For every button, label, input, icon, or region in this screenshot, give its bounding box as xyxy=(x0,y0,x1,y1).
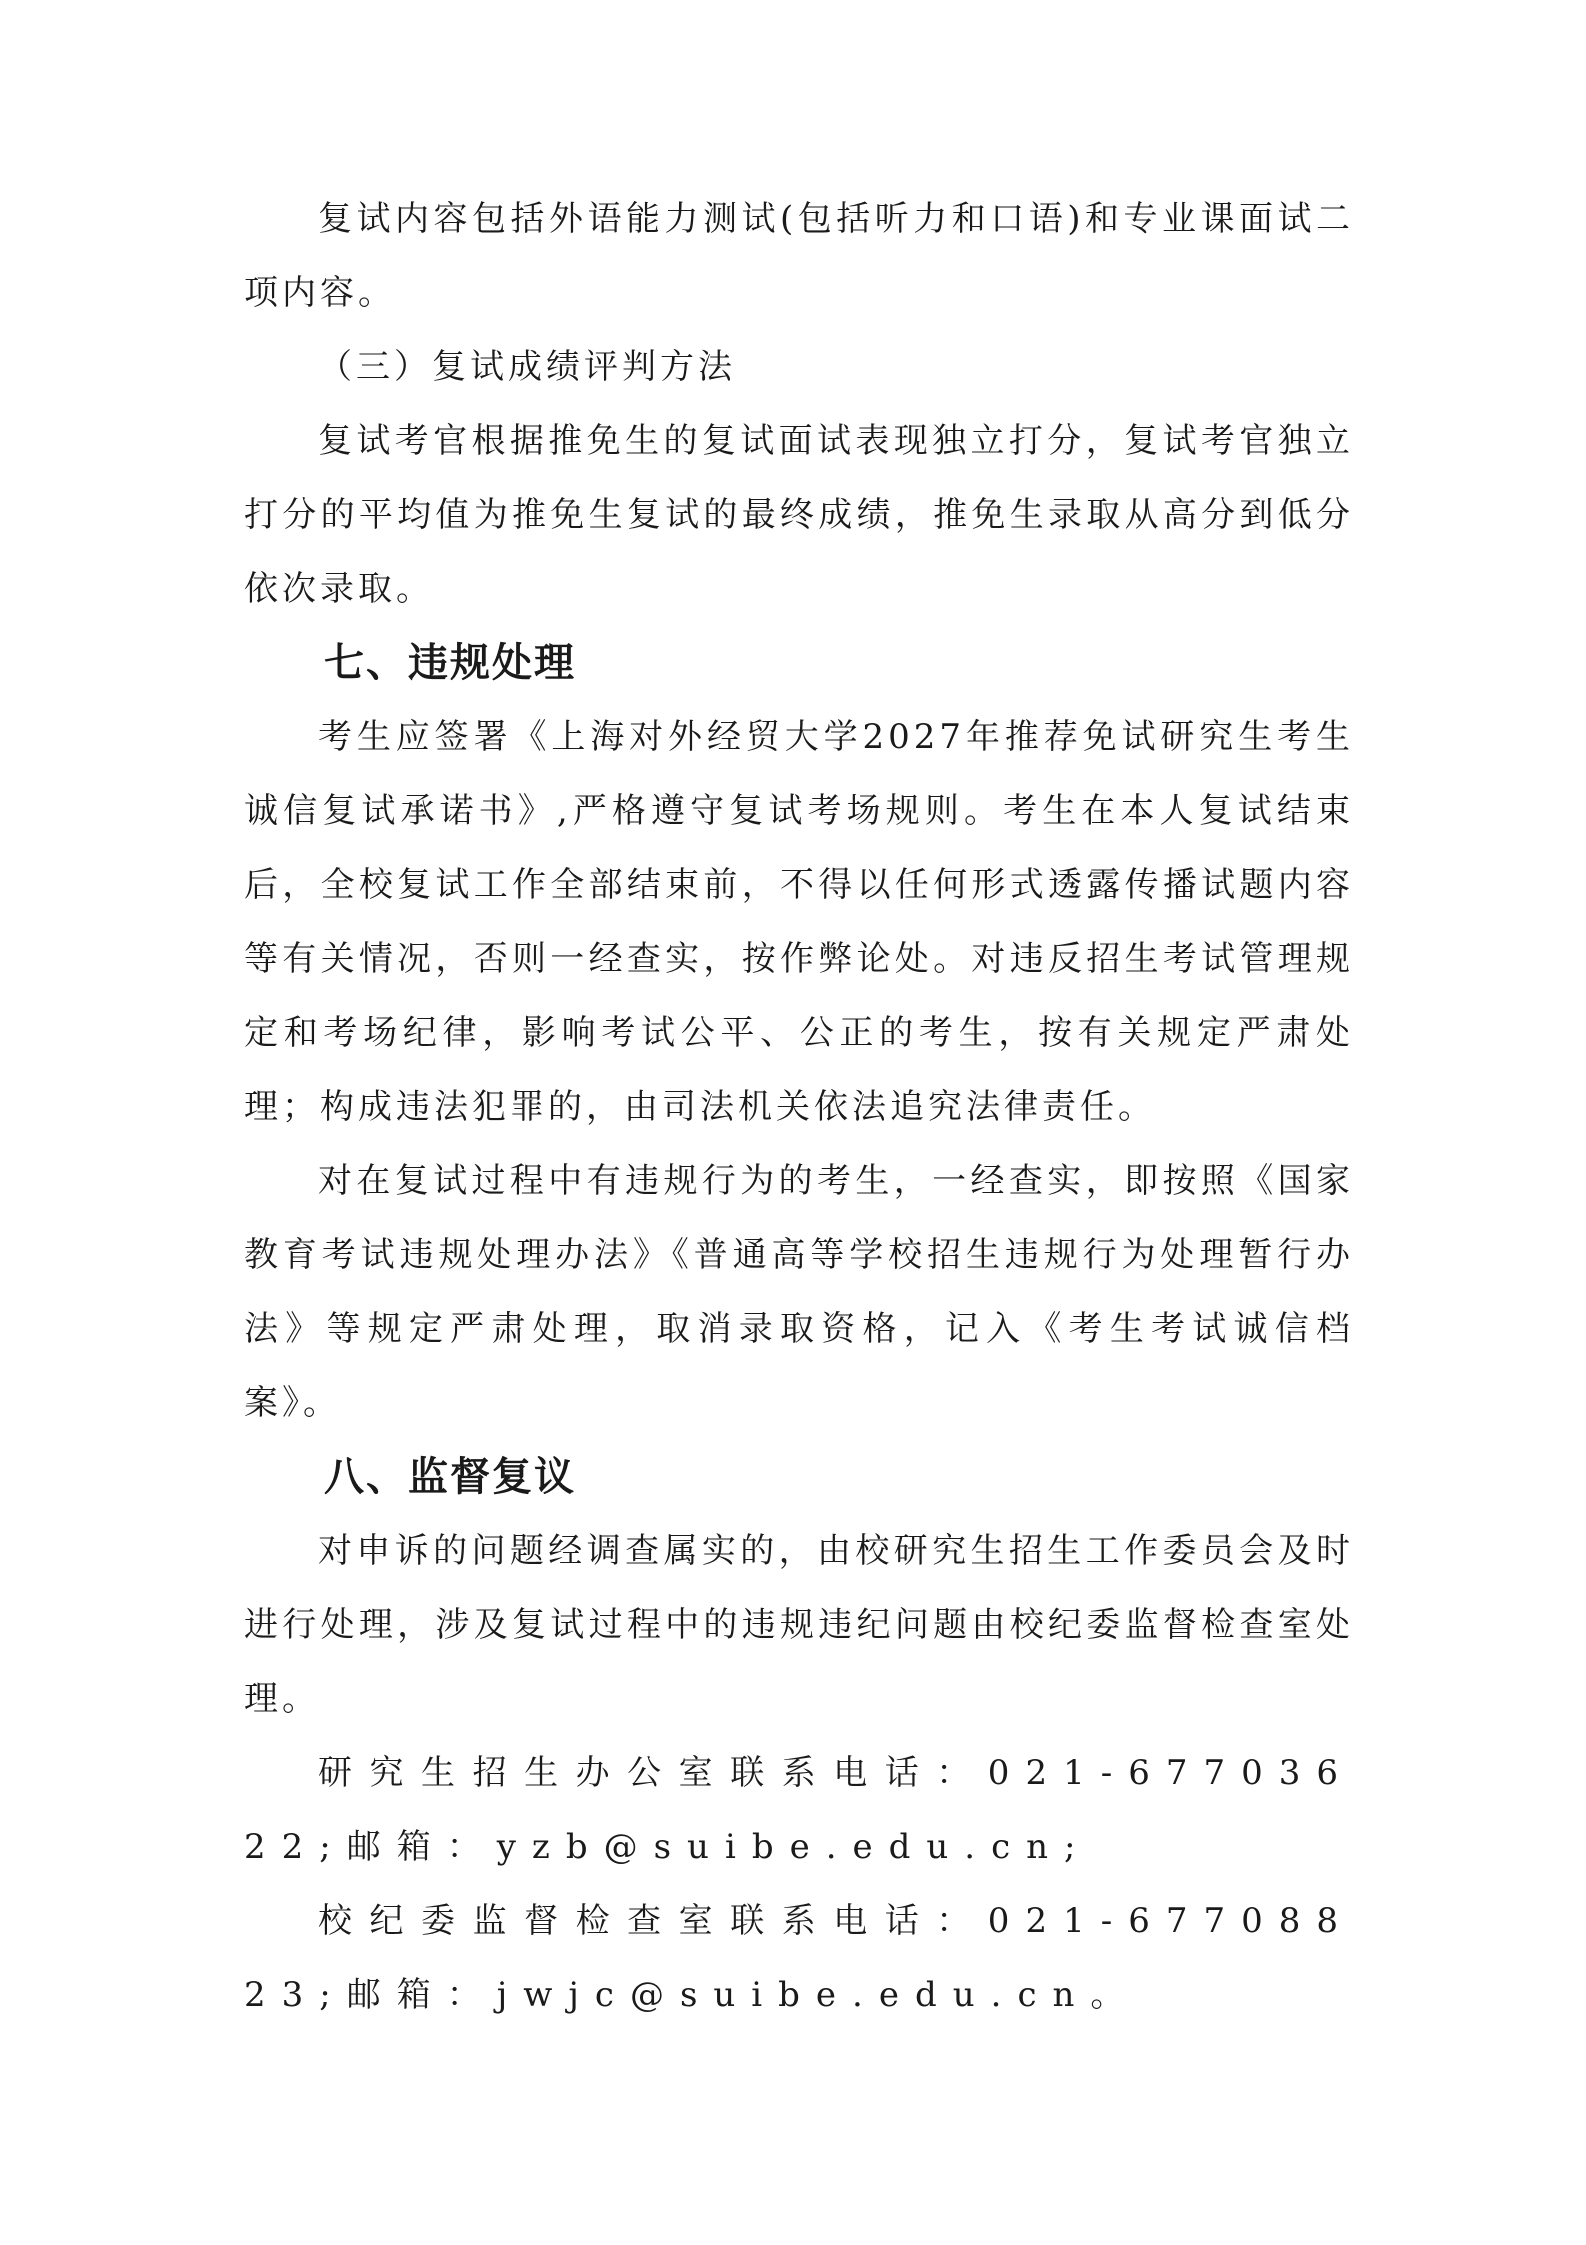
supervision-paragraph: 对申诉的问题经调查属实的，由校研究生招生工作委员会及时进行处理，涉及复试过程中的违规违纪问题由校纪委监督检查室处理。 xyxy=(244,1531,1354,1719)
retest-content-paragraph: 复试内容包括外语能力测试(包括听力和口语)和专业课面试二项内容。 xyxy=(244,199,1354,313)
discipline-office-contact: 校纪委监督检查室联系电话：021-67708823;邮箱：jwjc@suibe.edu.cn。 xyxy=(244,1901,1354,2015)
admissions-office-contact: 研究生招生办公室联系电话：021-67703622;邮箱：yzb@suibe.edu.cn; xyxy=(244,1753,1354,1867)
violation-paragraph-1: 考生应签署《上海对外经贸大学2027年推荐免试研究生考生诚信复试承诺书》,严格遵守复试考场规则。考生在本人复试结束后，全校复试工作全部结束前，不得以任何形式透露传播试题内容等有关情况，否则一经查实，按作弊论处。对违反招生考试管理规定和考场纪律，影响考试公平、公正的考生，按有关规定严肃处理；构成违法犯罪的，由司法机关依法追究法律责任。 xyxy=(244,717,1354,1127)
violation-paragraph-2: 对在复试过程中有违规行为的考生，一经查实，即按照《国家教育考试违规处理办法》《普通高等学校招生违规行为处理暂行办法》等规定严肃处理，取消录取资格，记入《考生考试诚信档案》。 xyxy=(244,1161,1354,1423)
retest-score-method-paragraph: 复试考官根据推免生的复试面试表现独立打分，复试考官独立打分的平均值为推免生复试的最终成绩，推免生录取从高分到低分依次录取。 xyxy=(244,421,1354,609)
retest-score-method-subheading: （三）复试成绩评判方法 xyxy=(318,347,736,387)
document-body xyxy=(244,182,1354,2032)
section-8-heading: 八、监督复议 xyxy=(324,1454,576,1500)
section-7-heading: 七、违规处理 xyxy=(324,640,576,686)
